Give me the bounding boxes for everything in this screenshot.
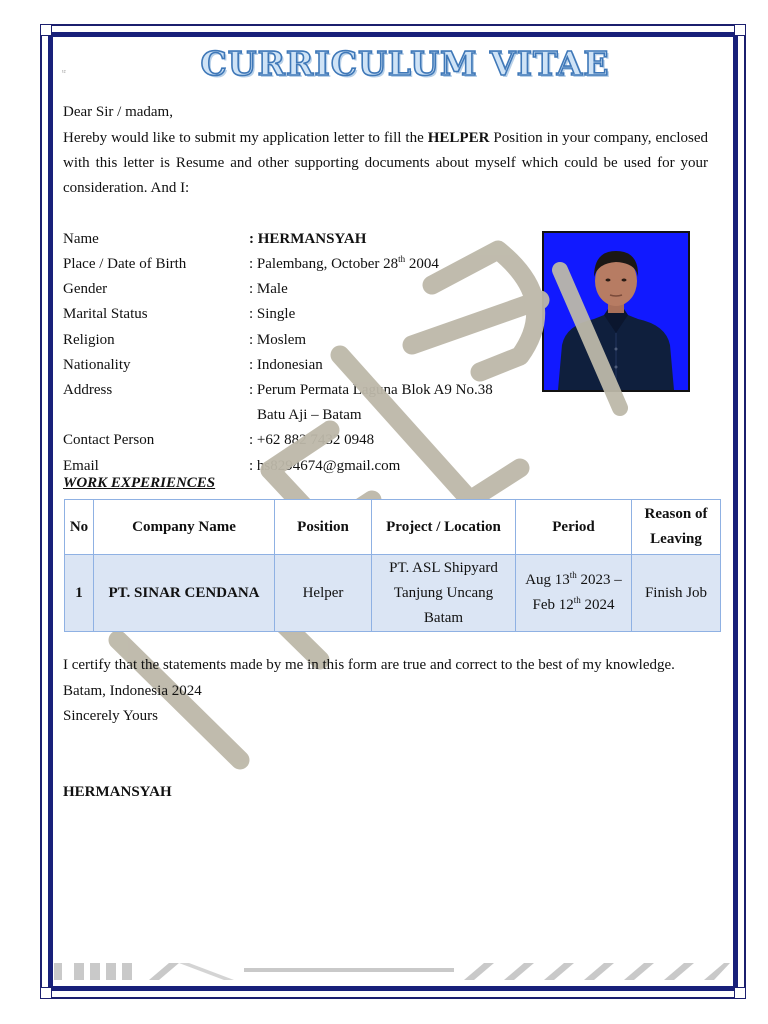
place-date: Batam, Indonesia 2024: [63, 683, 202, 699]
project-line2: Tanjung Uncang: [393, 584, 494, 601]
email-label: Email: [63, 458, 99, 474]
cell-period: [516, 555, 632, 632]
cell-no: 1: [65, 555, 94, 632]
document-title: CURRICULUM VITAE: [200, 44, 610, 83]
address-line1: : Perum Permata Laguna Blok A9 No.38: [249, 382, 493, 398]
intro-text-pre: Hereby would like to submit my application letter to fill the: [63, 130, 424, 146]
period-start-end: 2023 –: [576, 572, 622, 588]
salutation: Dear Sir / madam,: [63, 104, 173, 120]
corner-mark: ¹²: [62, 70, 66, 76]
cell-project: [372, 555, 516, 632]
name-label: Name: [63, 231, 99, 247]
table-header-row: [65, 500, 721, 555]
corner-ornament-bl: [40, 987, 52, 999]
nationality-label: Nationality: [63, 357, 131, 373]
birth-label: Place / Date of Birth: [63, 256, 187, 272]
nationality-value: : Indonesian: [249, 357, 323, 373]
corner-ornament-tr: [734, 24, 746, 36]
gender-label: Gender: [63, 281, 108, 297]
decorative-bottom-strip: [54, 960, 730, 982]
person-silhouette-icon: [544, 233, 688, 390]
signature-name: HERMANSYAH: [63, 784, 172, 800]
period-end-year: 2024: [580, 597, 615, 613]
cell-position: Helper: [275, 555, 372, 632]
religion-value: : Moslem: [249, 332, 307, 348]
project-line1: PT. ASL Shipyard: [389, 559, 498, 576]
birth-sup: th: [398, 254, 406, 264]
email-value: : hs8294674@gmail.com: [249, 458, 401, 474]
birth-value-text: : Palembang, October 28: [249, 256, 399, 272]
sincerely: Sincerely Yours: [63, 708, 159, 724]
corner-ornament-br: [734, 987, 746, 999]
profile-photo: [542, 231, 690, 392]
period-start: [520, 568, 627, 593]
corner-ornament-tl: [40, 24, 52, 36]
certify-statement: I certify that the statements made by me in this form are true and correct to the best of my knowledge.: [63, 657, 675, 673]
intro-paragraph: [63, 126, 708, 201]
project-line3: Batam: [423, 609, 464, 626]
birth-value: [249, 254, 439, 274]
name-value: : HERMANSYAH: [249, 231, 367, 247]
contact-label: Contact Person: [63, 432, 155, 448]
intro-position: HELPER: [427, 130, 490, 146]
table-row: [65, 555, 721, 632]
work-experiences-heading: WORK EXPERIENCES: [63, 475, 216, 491]
col-company: Company Name: [94, 500, 275, 555]
col-no: No: [65, 500, 94, 555]
col-reason: Reason of Leaving: [632, 500, 721, 555]
cell-reason: Finish Job: [632, 555, 721, 632]
intro-text-post: Position in your company, enclosed with this letter is Resume and other supporting documents about myself which could be used for your consideration. And I:: [63, 130, 708, 196]
contact-value: : +62 882 7432 0948: [249, 432, 375, 448]
gender-value: : Male: [249, 281, 288, 297]
marital-label: Marital Status: [63, 306, 148, 322]
period-end-text: Feb 12: [532, 597, 574, 613]
address-line2: Batu Aji – Batam: [257, 407, 362, 423]
col-period: Period: [516, 500, 632, 555]
period-start-sup: th: [569, 570, 577, 580]
col-position: Position: [275, 500, 372, 555]
period-start-text: Aug 13: [525, 572, 570, 588]
marital-value: : Single: [249, 306, 296, 322]
col-project: Project / Location: [372, 500, 516, 555]
period-end-sup: th: [573, 595, 581, 605]
birth-year: 2004: [405, 256, 439, 272]
work-experience-table: [64, 499, 721, 632]
cell-company: PT. SINAR CENDANA: [94, 555, 275, 632]
period-end: [520, 593, 627, 618]
religion-label: Religion: [63, 332, 115, 348]
address-label: Address: [63, 382, 113, 398]
